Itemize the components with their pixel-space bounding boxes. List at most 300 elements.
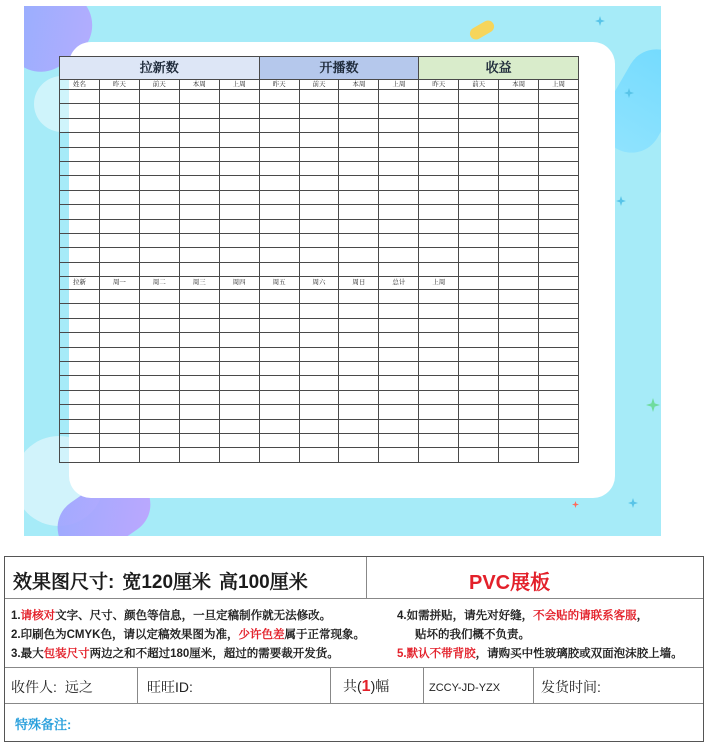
table-cell <box>179 405 219 419</box>
table-cell <box>459 219 499 233</box>
table-cell <box>299 405 339 419</box>
table-cell <box>419 262 459 276</box>
table-cell <box>539 390 579 404</box>
table-cell <box>339 290 379 304</box>
ship-time-field: 发货时间: <box>541 679 601 695</box>
table-cell <box>339 161 379 175</box>
table-cell <box>419 419 459 433</box>
table-cell <box>179 318 219 332</box>
table-cell <box>339 405 379 419</box>
table-cell <box>60 104 100 118</box>
table-cell <box>379 448 419 462</box>
table-cell <box>499 133 539 147</box>
table-cell <box>499 248 539 262</box>
table-cell <box>219 419 259 433</box>
table-cell <box>419 176 459 190</box>
table-row <box>60 161 579 175</box>
table-cell <box>379 104 419 118</box>
table-row <box>60 190 579 204</box>
table-cell <box>419 190 459 204</box>
weekday-header: 上周 <box>419 277 459 290</box>
weekday-header: 拉新 <box>60 277 100 290</box>
table-cell <box>60 290 100 304</box>
group-header-streams: 开播数 <box>259 57 419 80</box>
table-cell <box>379 405 419 419</box>
table-cell <box>419 405 459 419</box>
table-cell <box>60 448 100 462</box>
table-cell <box>539 362 579 376</box>
table-cell <box>499 376 539 390</box>
table-cell <box>539 277 579 290</box>
table-cell <box>539 405 579 419</box>
table-cell <box>379 233 419 247</box>
table-row <box>60 318 579 332</box>
table-cell <box>539 161 579 175</box>
table-cell <box>219 405 259 419</box>
table-cell <box>539 147 579 161</box>
table-cell <box>60 233 100 247</box>
table-cell <box>419 347 459 361</box>
table-cell <box>99 233 139 247</box>
table-row <box>60 118 579 132</box>
note-2: 2.印刷色为CMYK色，请以定稿效果图为准，少许色差属于正常现象。 <box>11 629 365 641</box>
table-row <box>60 248 579 262</box>
group-header-lanew: 拉新数 <box>60 57 260 80</box>
table-cell <box>299 419 339 433</box>
table-cell <box>219 133 259 147</box>
group-header-row <box>60 57 579 80</box>
table-cell <box>219 147 259 161</box>
table-cell <box>99 304 139 318</box>
table-cell <box>219 104 259 118</box>
table-cell <box>459 104 499 118</box>
table-row <box>60 347 579 361</box>
table-cell <box>259 419 299 433</box>
table-cell <box>139 333 179 347</box>
table-cell <box>539 262 579 276</box>
table-cell <box>459 248 499 262</box>
table-cell <box>419 147 459 161</box>
table-cell <box>99 219 139 233</box>
weekday-header: 周六 <box>299 277 339 290</box>
table-cell <box>179 390 219 404</box>
table-cell <box>499 277 539 290</box>
product-code: ZCCY-JD-YZX <box>429 682 501 694</box>
table-cell <box>419 376 459 390</box>
table-cell <box>179 347 219 361</box>
receiver-field: 收件人: 远之 <box>11 679 93 695</box>
weekday-header: 周二 <box>139 277 179 290</box>
column-header: 本周 <box>499 80 539 90</box>
size-prefix: 效果图尺寸: <box>13 572 115 593</box>
table-cell <box>499 219 539 233</box>
table-cell <box>179 262 219 276</box>
table-cell <box>139 161 179 175</box>
table-cell <box>179 304 219 318</box>
weekday-header: 周一 <box>99 277 139 290</box>
table-cell <box>259 147 299 161</box>
table-cell <box>259 362 299 376</box>
table-cell <box>259 104 299 118</box>
table-cell <box>259 219 299 233</box>
table-cell <box>339 118 379 132</box>
table-cell <box>379 419 419 433</box>
table-cell <box>60 147 100 161</box>
table-cell <box>60 262 100 276</box>
table-cell <box>139 390 179 404</box>
table-cell <box>99 333 139 347</box>
table-cell <box>60 133 100 147</box>
table-cell <box>219 318 259 332</box>
column-header: 姓名 <box>60 80 100 90</box>
table-cell <box>419 104 459 118</box>
table-cell <box>99 419 139 433</box>
table-cell <box>419 133 459 147</box>
table-cell <box>139 362 179 376</box>
table-cell <box>299 448 339 462</box>
table-cell <box>99 290 139 304</box>
table-cell <box>139 190 179 204</box>
table-cell <box>219 205 259 219</box>
table-cell <box>299 433 339 447</box>
table-cell <box>60 318 100 332</box>
table-cell <box>419 219 459 233</box>
table-cell <box>139 304 179 318</box>
table-cell <box>219 304 259 318</box>
table-cell <box>139 419 179 433</box>
table-cell <box>379 347 419 361</box>
sparkle-icon <box>595 16 605 26</box>
table-cell <box>259 376 299 390</box>
table-cell <box>379 304 419 318</box>
table-cell <box>379 248 419 262</box>
table-row <box>60 304 579 318</box>
table-cell <box>459 205 499 219</box>
table-cell <box>179 419 219 433</box>
table-cell <box>219 118 259 132</box>
table-cell <box>299 161 339 175</box>
table-cell <box>139 290 179 304</box>
table-row <box>60 205 579 219</box>
table-cell <box>339 147 379 161</box>
table-cell <box>539 219 579 233</box>
table-cell <box>499 262 539 276</box>
table-cell <box>299 104 339 118</box>
table-cell <box>499 333 539 347</box>
table-cell <box>219 190 259 204</box>
table-cell <box>60 219 100 233</box>
table-cell <box>99 118 139 132</box>
table-cell <box>459 190 499 204</box>
table-cell <box>259 190 299 204</box>
column-header: 前天 <box>139 80 179 90</box>
table-cell <box>339 219 379 233</box>
column-header: 昨天 <box>99 80 139 90</box>
table-cell <box>99 448 139 462</box>
table-cell <box>99 248 139 262</box>
table-cell <box>219 290 259 304</box>
table-cell <box>379 118 419 132</box>
table-row <box>60 133 579 147</box>
table-cell <box>259 248 299 262</box>
note-1: 1.请核对文字、尺寸、颜色等信息，一旦定稿制作就无法修改。 <box>11 610 332 622</box>
table-cell <box>459 290 499 304</box>
table-cell <box>539 448 579 462</box>
table-cell <box>139 233 179 247</box>
table-cell <box>539 433 579 447</box>
table-cell <box>259 118 299 132</box>
table-cell <box>539 248 579 262</box>
table-cell <box>459 233 499 247</box>
table-cell <box>259 205 299 219</box>
table-cell <box>139 376 179 390</box>
table-cell <box>139 147 179 161</box>
weekday-header: 周三 <box>179 277 219 290</box>
table-cell <box>539 304 579 318</box>
table-cell <box>139 104 179 118</box>
table-cell <box>179 448 219 462</box>
table-cell <box>219 362 259 376</box>
table-cell <box>419 290 459 304</box>
table-cell <box>219 161 259 175</box>
table-cell <box>499 205 539 219</box>
table-row <box>60 104 579 118</box>
table-cell <box>179 219 219 233</box>
table-cell <box>219 347 259 361</box>
table-cell <box>299 362 339 376</box>
table-cell <box>99 104 139 118</box>
material-label: PVC展板 <box>469 572 551 594</box>
table-cell <box>379 376 419 390</box>
table-cell <box>459 262 499 276</box>
table-cell <box>539 90 579 104</box>
table-cell <box>499 147 539 161</box>
table-cell <box>339 262 379 276</box>
weekday-header: 周四 <box>219 277 259 290</box>
table-cell <box>499 104 539 118</box>
table-cell <box>259 233 299 247</box>
table-cell <box>99 433 139 447</box>
table-cell <box>60 390 100 404</box>
table-cell <box>339 419 379 433</box>
table-cell <box>339 176 379 190</box>
table-cell <box>259 90 299 104</box>
stats-table <box>59 56 579 463</box>
table-cell <box>179 376 219 390</box>
table-cell <box>499 118 539 132</box>
table-cell <box>379 161 419 175</box>
column-header: 本周 <box>339 80 379 90</box>
table-cell <box>99 347 139 361</box>
note-4: 4.如需拼贴，请先对好缝，不会贴的请联系客服， <box>397 610 649 622</box>
table-cell <box>499 176 539 190</box>
table-cell <box>99 205 139 219</box>
table-cell <box>299 390 339 404</box>
table-cell <box>459 133 499 147</box>
table-cell <box>99 405 139 419</box>
table-cell <box>379 362 419 376</box>
table-cell <box>60 190 100 204</box>
table-cell <box>339 362 379 376</box>
table-cell <box>299 147 339 161</box>
table-cell <box>139 318 179 332</box>
table-cell <box>459 304 499 318</box>
table-cell <box>459 176 499 190</box>
table-cell <box>60 90 100 104</box>
table-row <box>60 390 579 404</box>
table-cell <box>299 347 339 361</box>
table-cell <box>539 333 579 347</box>
table-cell <box>499 433 539 447</box>
table-row <box>60 290 579 304</box>
table-cell <box>60 419 100 433</box>
table-cell <box>60 304 100 318</box>
table-cell <box>299 90 339 104</box>
table-cell <box>539 104 579 118</box>
table-cell <box>259 448 299 462</box>
table-cell <box>539 318 579 332</box>
table-cell <box>259 333 299 347</box>
table-cell <box>259 176 299 190</box>
table-cell <box>60 376 100 390</box>
table-cell <box>179 190 219 204</box>
table-cell <box>419 90 459 104</box>
table-cell <box>219 333 259 347</box>
table-row <box>60 262 579 276</box>
table-cell <box>459 318 499 332</box>
table-cell <box>539 419 579 433</box>
table-cell <box>419 248 459 262</box>
table-cell <box>99 90 139 104</box>
table-cell <box>419 362 459 376</box>
table-cell <box>299 176 339 190</box>
table-cell <box>499 390 539 404</box>
table-cell <box>60 248 100 262</box>
column-header: 上周 <box>539 80 579 90</box>
table-cell <box>259 161 299 175</box>
table-cell <box>499 304 539 318</box>
table-row <box>60 362 579 376</box>
table-cell <box>299 118 339 132</box>
note-5: 5.默认不带背胶，请购买中性玻璃胶或双面泡沫胶上墙。 <box>397 648 683 660</box>
column-header: 前天 <box>459 80 499 90</box>
table-cell <box>99 376 139 390</box>
table-cell <box>179 333 219 347</box>
table-cell <box>379 205 419 219</box>
table-cell <box>219 262 259 276</box>
table-cell <box>539 233 579 247</box>
table-cell <box>219 219 259 233</box>
table-cell <box>179 90 219 104</box>
table-cell <box>299 333 339 347</box>
table-cell <box>139 248 179 262</box>
table-cell <box>299 376 339 390</box>
table-row <box>60 376 579 390</box>
table-cell <box>459 405 499 419</box>
table-cell <box>139 176 179 190</box>
table-cell <box>379 318 419 332</box>
table-cell <box>339 190 379 204</box>
table-cell <box>379 147 419 161</box>
table-cell <box>99 318 139 332</box>
table-cell <box>459 433 499 447</box>
table-cell <box>99 161 139 175</box>
table-cell <box>419 205 459 219</box>
width-text: 宽120厘米 <box>122 572 212 593</box>
column-header: 前天 <box>299 80 339 90</box>
table-cell <box>499 233 539 247</box>
table-cell <box>99 390 139 404</box>
decor-shape <box>468 18 497 41</box>
table-cell <box>459 347 499 361</box>
table-cell <box>179 362 219 376</box>
table-cell <box>339 233 379 247</box>
table-cell <box>539 376 579 390</box>
table-cell <box>60 347 100 361</box>
table-cell <box>179 248 219 262</box>
table-cell <box>539 176 579 190</box>
weekday-header: 周五 <box>259 277 299 290</box>
table-cell <box>339 376 379 390</box>
table-row <box>60 333 579 347</box>
table-cell <box>539 118 579 132</box>
table-cell <box>379 176 419 190</box>
table-cell <box>60 333 100 347</box>
column-header: 上周 <box>379 80 419 90</box>
wangwang-field: 旺旺ID: <box>147 679 193 695</box>
table-cell <box>299 290 339 304</box>
weekday-header: 总计 <box>379 277 419 290</box>
weekday-header: 周日 <box>339 277 379 290</box>
table-cell <box>139 219 179 233</box>
table-cell <box>459 333 499 347</box>
column-header: 本周 <box>179 80 219 90</box>
note-3: 3.最大包装尺寸两边之和不超过180厘米，超过的需要裁开发货。 <box>11 648 339 660</box>
table-cell <box>60 362 100 376</box>
table-row <box>60 448 579 462</box>
table-cell <box>459 147 499 161</box>
table-cell <box>99 176 139 190</box>
table-cell <box>299 205 339 219</box>
table-cell <box>179 290 219 304</box>
sparkle-icon <box>646 398 660 412</box>
table-cell <box>459 118 499 132</box>
table-cell <box>379 290 419 304</box>
table-cell <box>499 318 539 332</box>
group-header-income: 收益 <box>419 57 579 80</box>
table-cell <box>459 90 499 104</box>
table-cell <box>99 147 139 161</box>
table-row <box>60 90 579 104</box>
table-row <box>60 176 579 190</box>
table-cell <box>459 390 499 404</box>
table-cell <box>299 190 339 204</box>
table-cell <box>459 161 499 175</box>
table-cell <box>299 248 339 262</box>
table-cell <box>219 448 259 462</box>
table-cell <box>259 390 299 404</box>
table-cell <box>99 362 139 376</box>
remark-label: 特殊备注: <box>15 717 72 732</box>
table-cell <box>219 248 259 262</box>
table-cell <box>179 147 219 161</box>
table-cell <box>60 118 100 132</box>
table-cell <box>139 347 179 361</box>
table-cell <box>419 118 459 132</box>
table-cell <box>99 190 139 204</box>
table-cell <box>499 405 539 419</box>
table-cell <box>139 433 179 447</box>
